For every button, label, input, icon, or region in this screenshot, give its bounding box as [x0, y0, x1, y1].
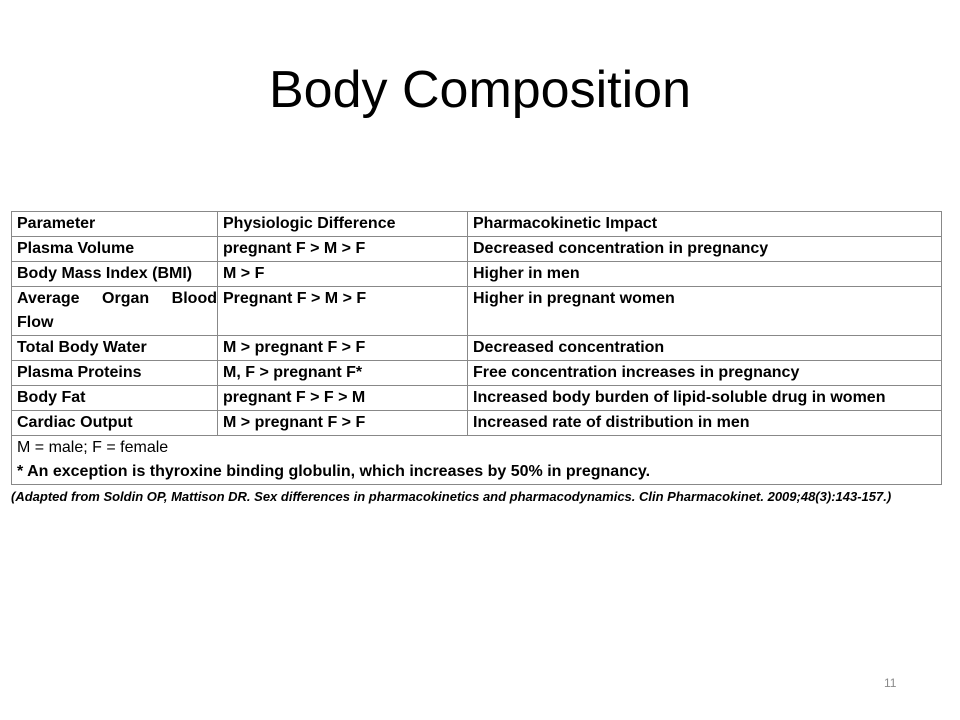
cell-difference: pregnant F > M > F — [218, 237, 468, 262]
asterisk-marker: * — [17, 463, 24, 480]
cell-difference: M > pregnant F > F — [218, 411, 468, 436]
table-row — [12, 262, 942, 287]
cell-impact: Decreased concentration — [468, 336, 942, 361]
cell-parameter: Plasma Proteins — [12, 361, 218, 386]
table-header-row — [12, 212, 942, 237]
cell-impact: Higher in men — [468, 262, 942, 287]
cell-difference: pregnant F > F > M — [218, 386, 468, 411]
footnote-legend: M = male; F = female — [17, 439, 169, 456]
table-row — [12, 411, 942, 436]
source-citation: (Adapted from Soldin OP, Mattison DR. Sex differences in pharmacokinetics and pharmacodynamics. Clin Pharmacokinet. 2009;48(3):143-157.) — [11, 489, 892, 504]
cell-parameter: Total Body Water — [12, 336, 218, 361]
table-row — [12, 361, 942, 386]
page-number: 11 — [884, 676, 897, 690]
footnote-exception-text: An exception is thyroxine binding globulin, which increases by 50% in pregnancy. — [23, 463, 651, 480]
cell-impact: Higher in pregnant women — [468, 287, 942, 336]
cell-difference: M, F > pregnant F* — [218, 361, 468, 386]
cell-parameter: Plasma Volume — [12, 237, 218, 262]
table-row — [12, 237, 942, 262]
cell-difference: M > F — [218, 262, 468, 287]
cell-impact: Increased body burden of lipid-soluble drug in women — [468, 386, 942, 411]
footnote-cell — [12, 436, 942, 485]
body-composition-table — [11, 211, 942, 485]
cell-parameter: Average Organ Blood Flow — [12, 287, 218, 336]
header-pharmacokinetic-impact: Pharmacokinetic Impact — [468, 212, 942, 237]
cell-difference: M > pregnant F > F — [218, 336, 468, 361]
header-physiologic-difference: Physiologic Difference — [218, 212, 468, 237]
header-parameter: Parameter — [12, 212, 218, 237]
table-row — [12, 386, 942, 411]
cell-parameter: Body Fat — [12, 386, 218, 411]
cell-difference: Pregnant F > M > F — [218, 287, 468, 336]
cell-impact: Decreased concentration in pregnancy — [468, 237, 942, 262]
table-container — [11, 211, 941, 485]
cell-parameter: Cardiac Output — [12, 411, 218, 436]
table-row — [12, 287, 942, 336]
cell-parameter: Body Mass Index (BMI) — [12, 262, 218, 287]
table-footnote-row — [12, 436, 942, 485]
slide-title: Body Composition — [269, 61, 691, 119]
footnote-exception — [17, 460, 941, 484]
cell-impact: Increased rate of distribution in men — [468, 411, 942, 436]
cell-impact: Free concentration increases in pregnancy — [468, 361, 942, 386]
table-row — [12, 336, 942, 361]
